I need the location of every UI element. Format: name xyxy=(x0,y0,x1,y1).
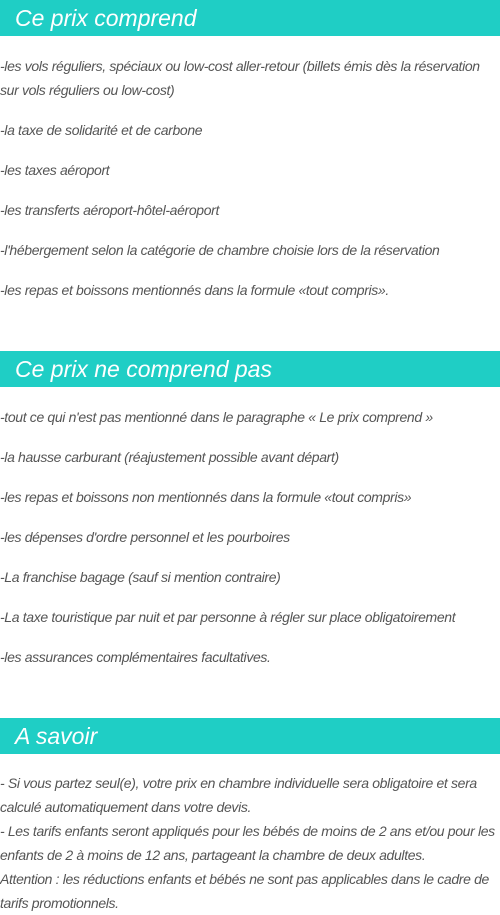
list-item: -la taxe de solidarité et de carbone xyxy=(0,122,203,138)
includes-list xyxy=(0,54,500,318)
list-item: -les vols réguliers, spéciaux ou low-cost aller-retour (billets émis dès la réservation sur vols réguliers ou low-cost) xyxy=(0,58,480,98)
list-item: -La taxe touristique par nuit et par personne à régler sur place obligatoirement xyxy=(0,609,456,625)
info-note: - Les tarifs enfants seront appliqués pour les bébés de moins de 2 ans et/ou pour les enfants de 2 à moins de 12 ans, partageant la chambre de deux adultes. xyxy=(0,823,495,863)
info-notes xyxy=(0,771,500,915)
list-item: -la hausse carburant (réajustement possible avant départ) xyxy=(0,449,339,465)
list-item: -les assurances complémentaires facultatives. xyxy=(0,649,271,665)
list-item: -les repas et boissons mentionnés dans la formule «tout compris». xyxy=(0,282,389,298)
list-item: -les repas et boissons non mentionnés dans la formule «tout compris» xyxy=(0,489,412,505)
info-note: - Si vous partez seul(e), votre prix en chambre individuelle sera obligatoire et sera calculé automatiquement dans votre devis. xyxy=(0,775,477,815)
list-item: -les transferts aéroport-hôtel-aéroport xyxy=(0,202,220,218)
list-item: -les taxes aéroport xyxy=(0,162,110,178)
info-note: Attention : les réductions enfants et bébés ne sont pas applicables dans le cadre de tarifs promotionnels. xyxy=(0,871,489,911)
list-item: -l'hébergement selon la catégorie de chambre choisie lors de la réservation xyxy=(0,242,440,258)
section-header-includes: Ce prix comprend xyxy=(0,0,500,36)
section-header-excludes: Ce prix ne comprend pas xyxy=(0,351,500,387)
list-item: -les dépenses d'ordre personnel et les pourboires xyxy=(0,529,290,545)
section-header-info: A savoir xyxy=(0,718,500,754)
list-item: -tout ce qui n'est pas mentionné dans le paragraphe « Le prix comprend » xyxy=(0,409,433,425)
excludes-list xyxy=(0,405,500,685)
list-item: -La franchise bagage (sauf si mention contraire) xyxy=(0,569,281,585)
